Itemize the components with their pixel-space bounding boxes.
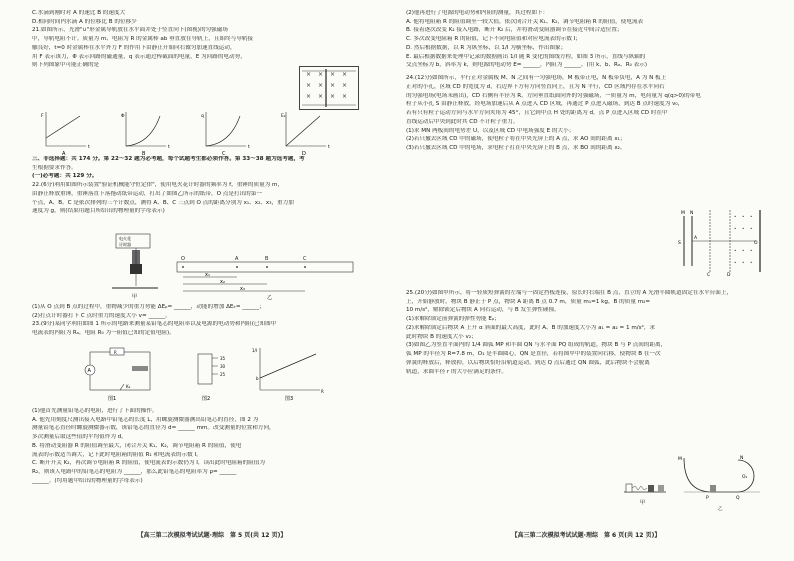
- text-line: A. 他将电阻箱 R 的阻值调至一较大值，依次闭合开关 K₁、K₂，调节电阻箱 R 的阻值，使电流表: [406, 18, 644, 25]
- graph-option-label: A: [62, 151, 66, 156]
- svg-text:P: P: [706, 496, 709, 501]
- right-q25-text: [406, 290, 766, 376]
- svg-text:•: •: [742, 214, 745, 219]
- text-line: 21.如图所示，光滑"∪"形金属导轨放在水平面并处于竖直向下(图视)的匀强磁场: [32, 27, 228, 34]
- q21-graphs: [40, 112, 360, 156]
- text-line: (3)若只撤去区域 CD 中的电场，求电粒子打在中央光屏上的 B 点，求 BO 间的距离 x₂。: [406, 145, 626, 152]
- svg-text:N: N: [690, 211, 694, 216]
- graph-curve: [126, 116, 160, 146]
- graph-option-label: C: [222, 151, 226, 156]
- text-line: 轨道，求圆半径 r 的大小应满足的条件。: [406, 368, 507, 375]
- graph-option-label: D: [302, 151, 306, 156]
- svg-text:×: ×: [330, 93, 336, 100]
- svg-text:甲: 甲: [132, 294, 138, 300]
- svg-text:图3: 图3: [285, 396, 294, 402]
- left-top-text: [32, 10, 392, 70]
- right-top-text: [406, 10, 766, 70]
- svg-text:25: 25: [220, 372, 226, 377]
- svg-text:O: O: [754, 241, 758, 246]
- text-line: 交点坐标为 b，斜率为 k，则电源的电动势 E= ______，内阻为 ______。(用 k、b、Rₐ、R₀ 表示): [406, 62, 648, 69]
- right-q24-text: [406, 75, 766, 152]
- q25-figures-svg: [620, 452, 770, 516]
- graph-ylabel: q: [201, 114, 204, 119]
- graph-curve: [206, 116, 240, 146]
- svg-text:×: ×: [342, 93, 348, 100]
- svg-text:图2: 图2: [202, 396, 211, 402]
- svg-text:•: •: [734, 248, 737, 253]
- text-line: C.水滴到刚时对 A 的速比 B 的速度大: [32, 10, 126, 16]
- text-line: 测量铅笔芯直径时螺旋测微器示数，该铅笔芯的直径为 d= ______ mm。改变测量的位置和方向，: [32, 425, 275, 432]
- text-line: (1)从 O 点到 B 点的过程中，重物减少的重力势能 ΔEₚ= ______，动能的增加 ΔEₖ= ______；: [32, 304, 265, 310]
- svg-text:计时器: 计时器: [119, 242, 131, 247]
- graph-ylabel: F: [41, 114, 44, 119]
- q25-figures: [620, 452, 770, 516]
- text-line: 多次测量后取这些值的平均值作为 d。: [32, 434, 127, 441]
- svg-text:b: b: [256, 376, 259, 381]
- text-line: 23.(9分)某同学利用如图 1 所示的电路来测量某铅笔芯的电阻率以及电源的电动势和内阻(已知图中: [32, 321, 277, 328]
- svg-text:甲: 甲: [640, 500, 646, 506]
- q21-field-figure: [299, 66, 359, 110]
- text-line: (2)求解除锁定后物块 A 上升 α 斜面的最大高度，此时 A、B 的加速度大小为 a₁ = a₂ = 1 m/s²，求: [406, 324, 656, 331]
- svg-text:•: •: [742, 248, 745, 253]
- svg-text:•: •: [742, 226, 745, 231]
- graph-xlabel: t: [328, 145, 330, 150]
- svg-text:×: ×: [342, 71, 348, 78]
- svg-text:M: M: [678, 457, 682, 462]
- text-line: ______。(均用题中给出的物理量的字母表示): [32, 477, 143, 484]
- text-line: D.相同时间内水滴 A 的位移比 B 的位移少: [32, 18, 137, 25]
- svg-text:•: •: [750, 214, 753, 219]
- svg-text:O₁: O₁: [742, 475, 748, 480]
- svg-text:M: M: [681, 211, 685, 216]
- svg-text:•: •: [750, 260, 753, 265]
- graph-xlabel: t: [248, 145, 250, 150]
- right-footer: 【高三第二次模拟考试试题·理综 第 6 页(共 12 页)】: [511, 532, 661, 539]
- svg-text:1/I: 1/I: [252, 348, 258, 353]
- text-line: 此时物块 B 的速度大小 v₂；: [406, 333, 477, 340]
- svg-text:K₂: K₂: [126, 384, 131, 389]
- text-line: D. 然后根据数据，以 R 为纵坐标，以 1/I 为横坐标，作出图象；: [406, 44, 567, 51]
- svg-text:•: •: [734, 260, 737, 265]
- svg-text:•: •: [750, 226, 753, 231]
- text-line: (1)求 MN 两板间的电势差 U，以及区域 CD 中电场强度 E 的大小；: [406, 127, 575, 134]
- text-line: (一)必考题：共 129 分。: [32, 173, 98, 180]
- svg-text:S: S: [678, 241, 681, 246]
- svg-text:×: ×: [330, 71, 336, 78]
- text-line: B. 接着逐次改变 K₂ 接入电路，断开 K₂ 后，并将滑动变阻器调节在接近中间合适位置；: [406, 27, 623, 34]
- text-line: 弧 MP 的半径为 R=7.8 m，O₁ 是半圆圆心，QN 是直径，若将图甲中的装置向右移，使物块 B 在一次: [406, 351, 661, 358]
- graph-ylabel: Eₖ: [281, 114, 286, 119]
- left-mid-text: [32, 156, 392, 216]
- text-line: 个点，A、B、C 是依次排列的三个计数点，测得 A、B、C 三点到 O 点的距离分别为 x₁、x₂、x₃，重力加: [32, 199, 294, 206]
- svg-text:B: B: [265, 256, 269, 262]
- svg-text:Q: Q: [736, 496, 740, 501]
- text-line: C. 多次改变电阻箱 R 的阻值，记下不同电阻值和对应电流表的示数 I；: [406, 36, 581, 43]
- graph-xlabel: t: [88, 145, 90, 150]
- graph-axes: [46, 112, 86, 146]
- svg-text:A: A: [235, 256, 239, 262]
- text-line: E. 最后根据数据来处理中记录的数据画出 1/I 随 R 变化的图线方程，如图 3 所示，直线与纵轴的: [406, 53, 646, 60]
- text-line: (3)如图乙为竖直平面内的 1/4 圆弧 MP 和半圆 QN 与水平面 PQ 组成的轨道，物块 B 与 P 点间的距离，: [406, 342, 667, 349]
- q24-figure-svg: [676, 206, 766, 278]
- q22-tape: [175, 252, 360, 300]
- svg-text:R: R: [114, 350, 117, 355]
- text-line: A. 他先用刻度尺测出接入电路中铅笔芯的长度 L，用螺旋测微器测出铅笔芯的直径，图 2 为: [32, 416, 259, 423]
- text-line: 电流表的内阻为 Rₐ，电阻 R₀ 为一阻值已知的定值电阻)。: [32, 330, 175, 337]
- left-q23-text-wrap: [32, 408, 392, 487]
- text-line: (2)打点计时器打下 C 点时重力的速度大小 v= ______。: [32, 312, 171, 319]
- graph-axes: [126, 112, 166, 146]
- text-line: 24.(12分)如图所示，平行正对金属板 M、N 之间有一匀强电场，M 板带正电，N 板带负电，A 为 N 板上: [406, 75, 667, 82]
- graph-xlabel: t: [168, 145, 170, 150]
- text-line: 10 m/s²，解除锁定后物块 A 向右运动，与 B 发生弹性碰撞。: [406, 307, 560, 314]
- text-line: B. 将滑动变阻器 R 的阻值调至最大，闭合开关 K₁、K₂，调节电阻箱 R 的阻值，使电: [32, 442, 242, 449]
- svg-text:N: N: [740, 456, 744, 461]
- svg-text:30: 30: [220, 364, 226, 369]
- text-line: 的匀强电场(电场未画出)，CD 右侧有半径为 R，方向垂直纸面向外的匀强磁场，一质量为 m，电荷量为 q(q>0)的带电: [406, 92, 701, 99]
- text-line: 用 F 表示该力，Φ 表示回路的磁通量，q 表示通过棒截面的电量，E 为回路的电动势，: [32, 53, 246, 60]
- svg-text:×: ×: [318, 82, 324, 89]
- svg-text:C: C: [303, 256, 307, 262]
- svg-text:D: D: [727, 273, 731, 278]
- svg-text:•: •: [750, 248, 753, 253]
- svg-text:A: A: [694, 236, 698, 241]
- text-line: 若有只有粒子运动方向与水平方向夹角为 45°，且它到中点 H 处的距离为 d，点 P 点进入区域 CD 时在中: [406, 110, 668, 117]
- left-mid-text-wrap: [32, 156, 392, 217]
- svg-text:×: ×: [306, 82, 312, 89]
- svg-text:×: ×: [306, 71, 312, 78]
- svg-text:C: C: [707, 273, 711, 278]
- text-line: 生根据要求作答。: [32, 164, 77, 171]
- svg-text:x₃: x₃: [240, 286, 245, 292]
- svg-text:×: ×: [306, 93, 312, 100]
- svg-text:×: ×: [342, 82, 348, 89]
- left-footer: 【高三第二次模拟考试试题·理综 第 5 页(共 12 页)】: [137, 532, 287, 539]
- left-q22-text: [32, 304, 392, 338]
- graph-curve: [286, 116, 320, 146]
- svg-text:•: •: [734, 214, 737, 219]
- text-line: (1)他首先测量铅笔芯的电阻，进行了下面的操作。: [32, 408, 158, 414]
- svg-text:A: A: [87, 368, 91, 374]
- text-line: 25.(20分)如图甲所示，将一轻质短弹簧的左端与一固定挡板连接，原长时右端在 B 点，直立的 A 光滑半圆轨道固定在水平台面上，: [406, 290, 733, 296]
- svg-text:x₂: x₂: [220, 279, 225, 285]
- text-line: 速度为 g，则(结果用题目所给出的物理量的字母表示): [32, 208, 165, 215]
- svg-text:电火花: 电火花: [119, 236, 131, 241]
- text-line: 则下列图象中可能正确的是: [32, 62, 100, 69]
- text-line: (2)若只撤去区域 CD 中的磁场，使电粒子将在中央光屏上的 A 点，求 AO 间的距离 x₁；: [406, 136, 626, 143]
- text-line: 流表的示数适当调大，记下此时电阻箱的阻值 R₁ 和电流表的示数 I。: [32, 451, 202, 458]
- svg-text:R: R: [321, 389, 324, 394]
- svg-text:O: O: [181, 256, 185, 262]
- graph-ylabel: Φ: [121, 114, 125, 119]
- text-line: 直线运动后中央到此时其 CD 不计粒子重力。: [406, 118, 519, 125]
- text-line: C. 断开开关 K₂，再次调节电阻箱 R 的阻值，使电流表的示数仍为 I，读出此时电阻箱的阻值为: [32, 460, 265, 467]
- text-line: 粒子从小孔 S 由静止释放，经电场加速后从 A 点进入 CD 区域，再通过 P 点进入磁场，到达 B 点时速度为 v₀，: [406, 101, 684, 108]
- text-line: 正对的小孔，区域 CD 的宽度为 d，右边界下方有方向竖直向上，且为 N 平行，CD 区域内存在水平向右: [406, 83, 665, 90]
- left-q22-text-wrap: [32, 304, 392, 339]
- text-line: 由静止释放重锤，重锤落直下落拖动纸带运动，打出了如图乙所示的纸带，O 点是打出的第一: [32, 190, 262, 197]
- q22-tape-svg: [175, 252, 360, 300]
- q22-apparatus: [110, 232, 160, 302]
- text-line: R₂，则该人电路中的铅笔芯的电阻为 ______，那么此铅笔芯的电阻率为 ρ= ______: [32, 469, 237, 476]
- right-q25-text-wrap: [406, 290, 766, 377]
- text-line: 三、非选择题：共 174 分。第 22～32 题为必考题，每个试题考生都必须作答。第 33～38 题为选考题，考: [32, 156, 305, 162]
- svg-text:35: 35: [220, 356, 226, 361]
- text-line: 触良好，t=0 时金属棒在水平外力 F 的作用下由静止开始向右做匀加速直线运动，: [32, 44, 236, 51]
- text-line: (2)他再进行了电源的电动势和内阻的测量，其过程如下：: [406, 10, 549, 16]
- svg-text:×: ×: [318, 71, 324, 78]
- left-q23-text: [32, 408, 392, 485]
- svg-text:乙: 乙: [267, 295, 273, 300]
- q21-graphs-svg: [40, 112, 360, 156]
- graph-axes: [206, 112, 246, 146]
- svg-text:图1: 图1: [108, 396, 117, 402]
- svg-text:•: •: [734, 226, 737, 231]
- q21-field-svg: [300, 67, 358, 109]
- q23-figures-svg: [80, 344, 340, 404]
- text-line: 中，导轨电阻不计。质量为 m、电阻为 R 的金属棒 ab 垂直放在导轨上，且始终与导轨接: [32, 36, 253, 43]
- svg-text:x₁: x₁: [205, 272, 210, 278]
- svg-text:•: •: [742, 260, 745, 265]
- text-line: 上，开始静放时，物块 B 静止于 P 点，物块 A 距离 B 点 0.7 m，质量 m₁=1 kg，B 的质量 m₂=: [406, 298, 651, 305]
- text-line: (1)求解除锁定前弹簧的弹性势能 Eₚ；: [406, 316, 500, 323]
- graph-option-label: B: [142, 151, 146, 156]
- text-line: 22.(6分)利用如图所示装置"验证机械能守恒定律"，使用电火花计时器的频率为 f，重锤的质量为 m，: [32, 182, 284, 189]
- svg-text:乙: 乙: [718, 507, 723, 512]
- q24-figure: [676, 206, 766, 278]
- text-line: 弹簧的释放后，释放掉，以后物块恰好沿轨道运动，到达 Q 点后通过 QN 圆弧，此后物块不会脱离: [406, 359, 650, 366]
- svg-text:×: ×: [318, 93, 324, 100]
- graph-curve: [46, 116, 80, 138]
- q22-apparatus-svg: [110, 232, 160, 302]
- svg-text:×: ×: [330, 82, 336, 89]
- q23-figures: [80, 344, 340, 404]
